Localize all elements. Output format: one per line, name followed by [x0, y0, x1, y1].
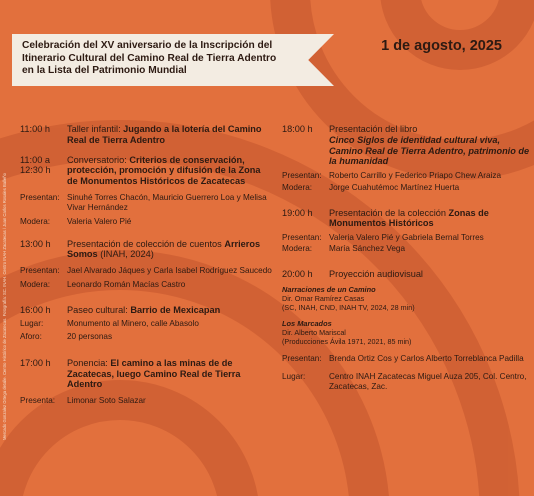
- sub-label: Modera:: [282, 244, 313, 254]
- film-title: Los Marcados: [282, 319, 332, 329]
- title-line: en la Lista del Patrimonio Mundial: [22, 65, 187, 77]
- item-time: 20:00 h: [282, 268, 313, 279]
- sub-label: Modera:: [20, 280, 51, 290]
- event-title: [22, 40, 314, 78]
- program-right-column: [282, 124, 530, 392]
- program-item: [20, 239, 272, 291]
- title-line: Celebración del XV aniversario de la Inscripción del: [22, 40, 273, 51]
- sub-label: Presenta:: [20, 396, 56, 406]
- sub-value: Monumento al Minero, calle Abasolo: [67, 319, 199, 329]
- photo-credit: Mercado Gonzalez Ortega detalle. Centro Histórico de Zacatecas. Fotografía: SC. INAH. Centro INAH Zacatecas / Juan Carlos Rosales Balleño: [2, 173, 7, 440]
- program-left-column: [20, 124, 272, 406]
- item-time: 17:00 h: [20, 357, 51, 368]
- sub-label: Lugar:: [20, 319, 44, 329]
- sub-label: Modera:: [20, 217, 51, 227]
- item-time: 16:00 h: [20, 304, 51, 315]
- sub-label: Presentan:: [20, 266, 60, 276]
- item-title: Taller infantil: Jugando a la lotería del Camino Real de Tierra Adentro: [67, 124, 262, 145]
- sub-value: Centro INAH Zacatecas Miguel Auza 205, Col. Centro, Zacatecas, Zac.: [329, 371, 527, 391]
- sub-label: Presentan:: [282, 354, 322, 364]
- sub-value: Roberto Carrillo y Federico Priapo Chew Araiza: [329, 171, 502, 181]
- film-info: (SC, INAH, CND, INAH TV, 2024, 28 min): [282, 303, 415, 313]
- film-title: Narraciones de un Camino: [282, 285, 376, 295]
- sub-value: Valeria Valero Pié: [67, 217, 132, 227]
- event-date: 1 de agosto, 2025: [381, 38, 502, 54]
- sub-label: Presentan:: [282, 233, 322, 243]
- item-title: Ponencia: El camino a las minas de de Zacatecas, luego Camino Real de Tierra Adentro: [67, 357, 241, 390]
- sub-value: 20 personas: [67, 331, 113, 341]
- item-time: 11:00 a 12:30 h: [20, 154, 51, 176]
- item-time: 18:00 h: [282, 124, 313, 134]
- sub-value: Leonardo Román Macías Castro: [67, 280, 186, 290]
- item-title: Presentación de colección de cuentos Arrieros Somos (INAH, 2024): [67, 238, 261, 260]
- sub-value: Jael Alvarado Jáques y Carla Isabel Rodríguez Saucedo: [67, 266, 272, 276]
- item-time: 11:00 h: [20, 124, 50, 134]
- item-title: Proyección audiovisual: [329, 268, 423, 279]
- film-info: (Producciones Ávila 1971, 2021, 85 min): [282, 337, 412, 347]
- program-item: [20, 358, 272, 407]
- sub-label: Aforo:: [20, 331, 42, 341]
- program-item: [282, 208, 530, 255]
- program-item: [20, 124, 272, 146]
- film-item: [282, 319, 530, 346]
- sub-label: Lugar:: [282, 371, 306, 381]
- program-item: [20, 305, 272, 342]
- program-item: [20, 155, 272, 228]
- item-title: Presentación de la colección Zonas de Monumentos Históricos: [329, 207, 489, 229]
- sub-value: Brenda Ortiz Cos y Carlos Alberto Torreblanca Padilla: [329, 354, 524, 364]
- sub-label: Modera:: [282, 183, 313, 193]
- item-time: 13:00 h: [20, 238, 51, 249]
- film-item: [282, 285, 530, 312]
- film-director: Dir. Alberto Mariscal: [282, 328, 346, 338]
- sub-label: Presentan:: [20, 192, 60, 202]
- sub-label: Presentan:: [282, 171, 322, 181]
- item-title: Presentación del libro Cinco Siglos de identidad cultural viva, Camino Real de Tierra Adentro, patrimonio de la humanidad: [329, 124, 530, 167]
- program-item: [282, 124, 530, 194]
- item-title: Paseo cultural: Barrio de Mexicapan: [67, 304, 221, 315]
- program-item: [282, 269, 530, 392]
- film-director: Dir. Omar Ramírez Casas: [282, 294, 365, 304]
- item-title: Conversatorio: Criterios de conservación, protección, promoción y difusión de la Zona de Monumentos Históricos de Zacatecas: [67, 154, 261, 187]
- sub-value: Sinuhé Torres Chacón, Mauricio Guerrero Loa y Melisa Vivar Hernández: [67, 192, 267, 213]
- title-line: Itinerario Cultural del Camino Real de Tierra Adentro: [22, 52, 277, 64]
- sub-value: Limonar Soto Salazar: [67, 396, 146, 406]
- sub-value: María Sánchez Vega: [329, 244, 406, 254]
- item-time: 19:00 h: [282, 207, 313, 218]
- sub-value: Jorge Cuahutémoc Martínez Huerta: [329, 183, 460, 193]
- sub-value: Valeria Valero Pié y Gabriela Bernal Torres: [329, 233, 484, 243]
